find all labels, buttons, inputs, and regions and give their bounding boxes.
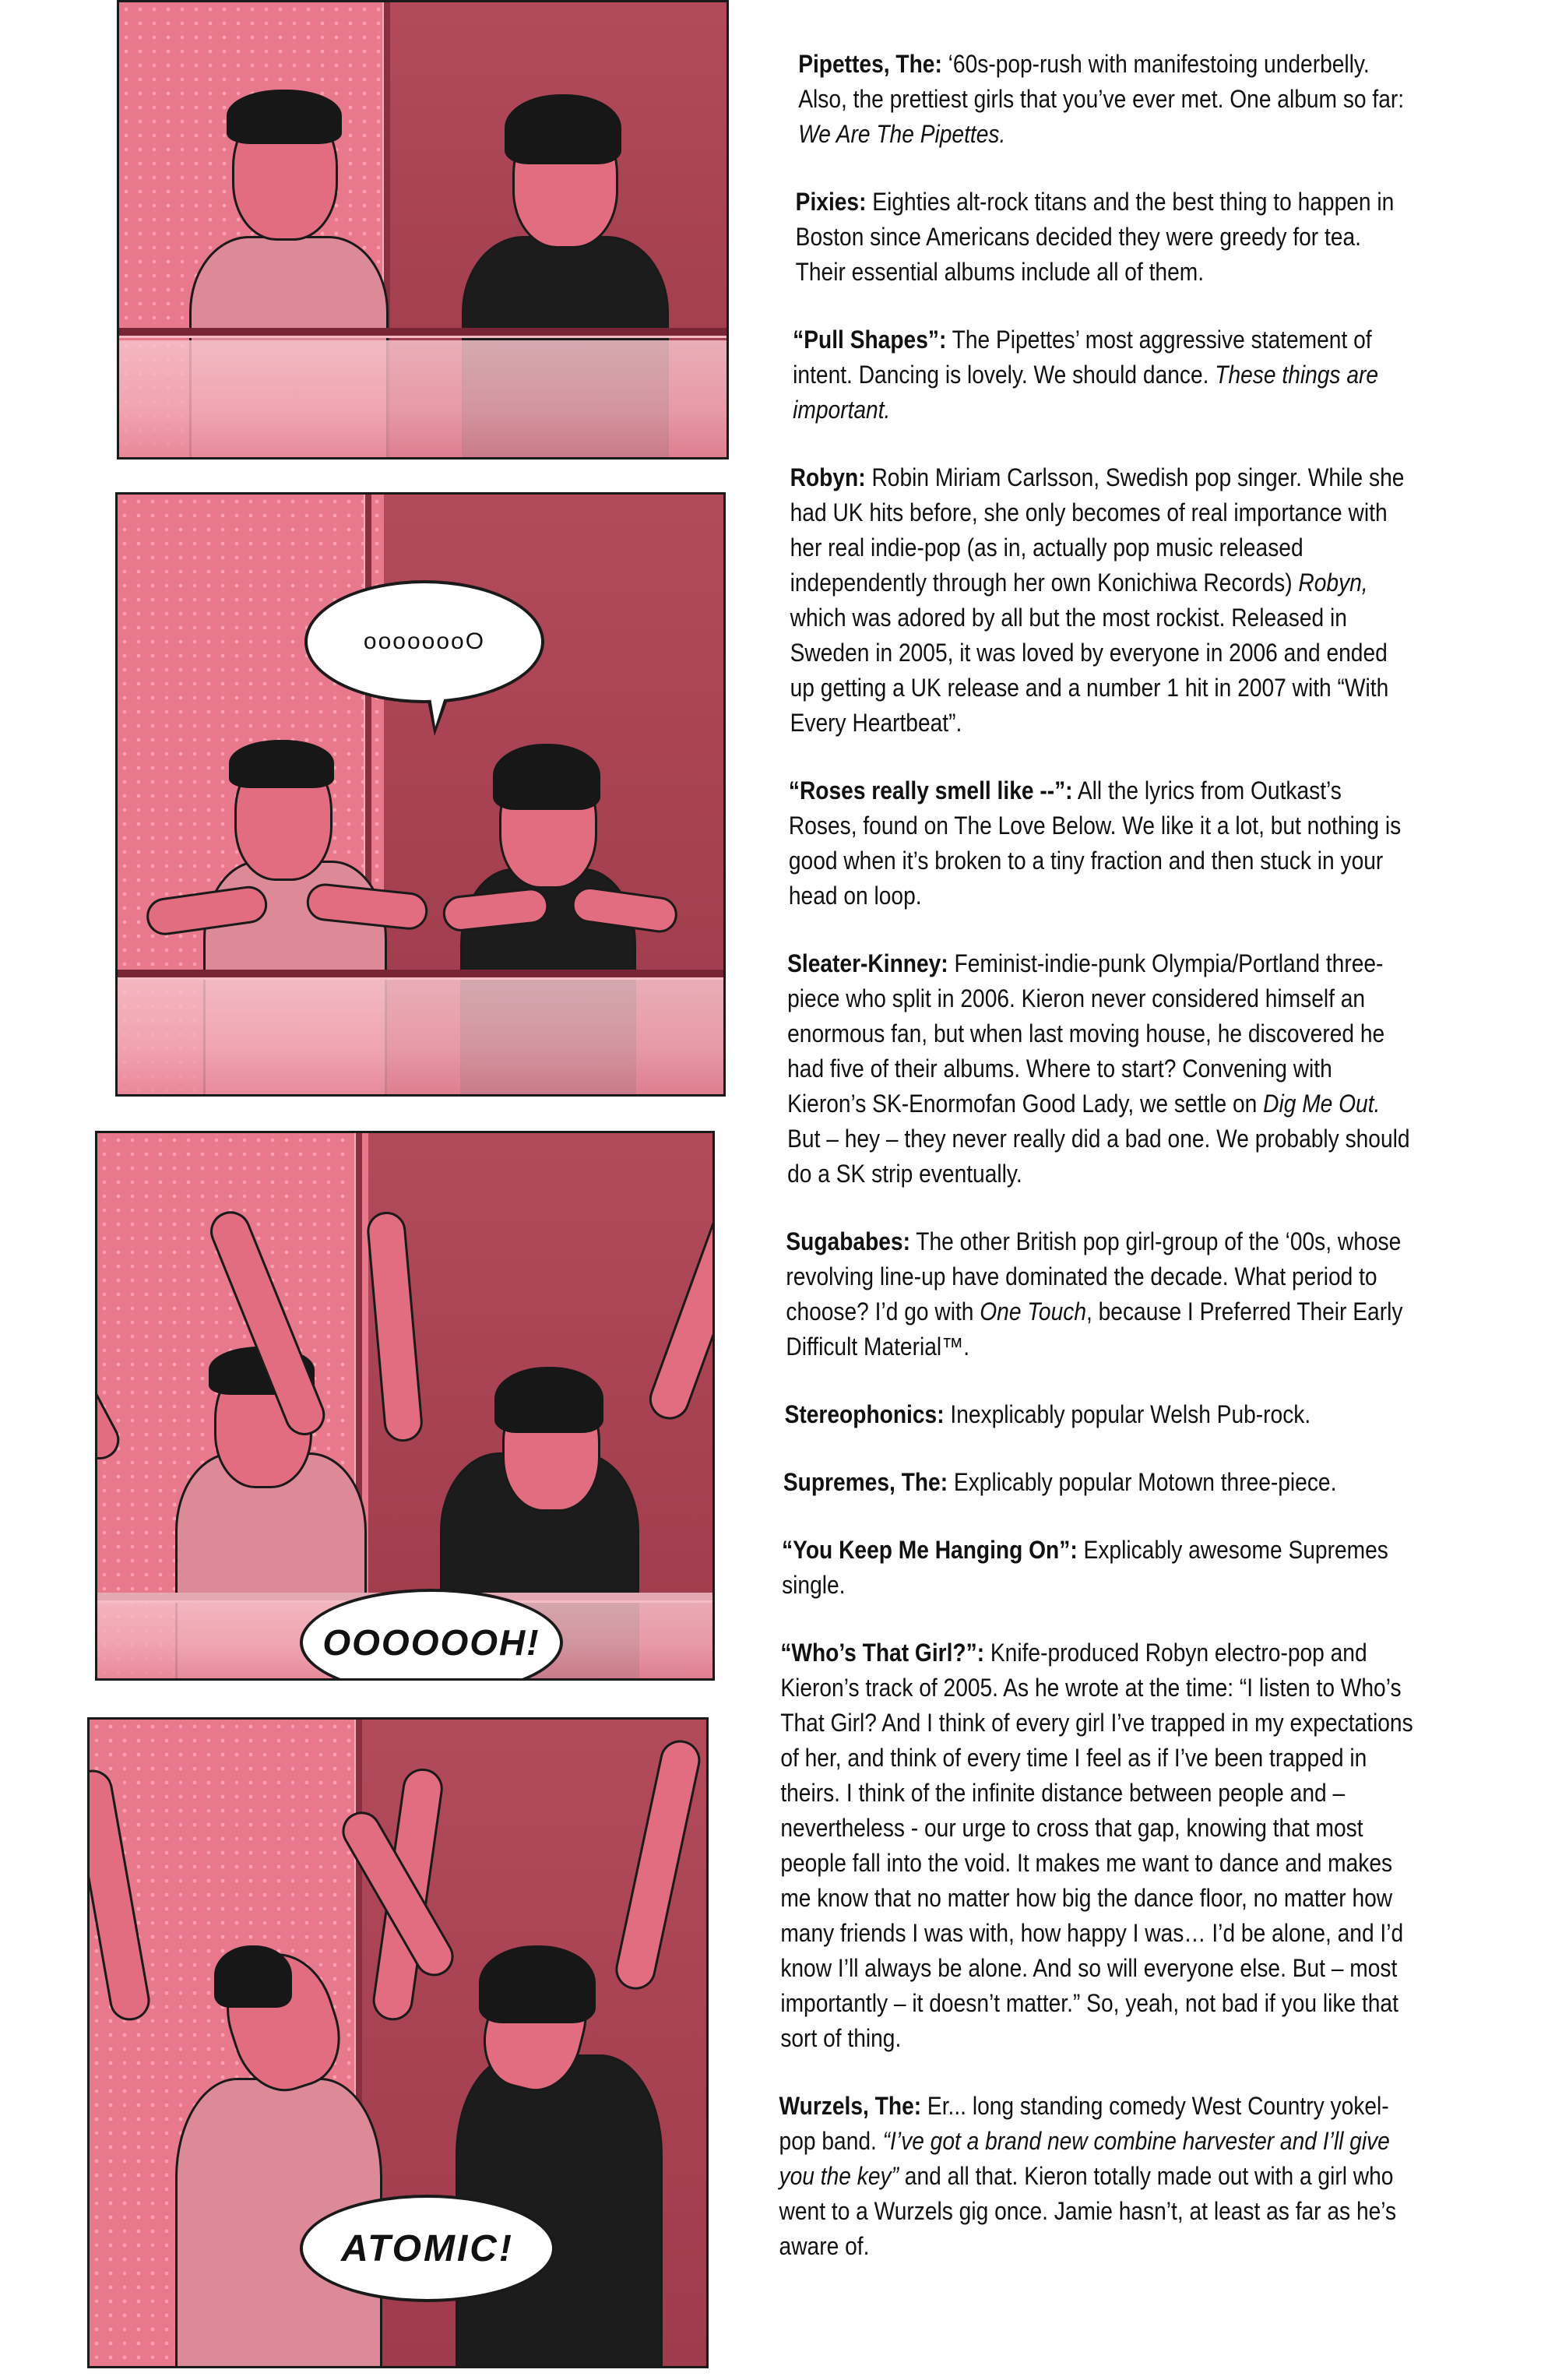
glossary-entry-pull-shapes [793,322,1415,428]
entry-text: which was adored by all but the most rockist. Released in Sweden in 2005, it was loved by everyone in 2006 and ended up getting a UK release and a number 1 hit in 2007 with “With Every Heartbeat”. [790,604,1389,737]
speech-bubble [304,580,544,703]
entry-term: “Pull Shapes”: [793,326,947,354]
entry-term: Wurzels, The: [779,2092,922,2120]
entry-italic: Robyn, [1298,569,1368,597]
entry-text: Inexplicably popular Welsh Pub-rock. [944,1400,1311,1428]
entry-text: Knife-produced Robyn electro-pop and Kieron’s track of 2005. As he wrote at the time: “I listen to Who’s That Girl? And I think of every girl I’ve trapped in my expectations of her, and think of every time I feel as if I’ve been trapped in theirs. I think of the infinite distance between people and – nevertheless - our urge to cross that gap, knowing that most people fall into the void. It makes me want to dance and makes me know that no matter how big the dance floor, no matter how many friends I was with, how happy I was… I’d be alone, and I’d know I’ll always be alone. And so will everyone else. But – most importantly – it doesn’t matter.” So, yeah, not bad if you like that sort of thing. [780,1639,1413,2052]
balcony-rail [119,328,727,336]
entry-term: Stereophonics: [784,1400,945,1428]
entry-italic: “I’ve got a brand new combine harvester and I’ll give you the key” [779,2127,1390,2190]
boy-hair [214,1945,292,2008]
entry-term: Sugababes: [786,1227,910,1255]
entry-text: All the lyrics from Outkast’s Roses, found on The Love Below. We like it a lot, but nothing is good when it’s broken to a tiny fraction and then stuck in your head on loop. [788,776,1402,910]
speech-text: ATOMIC! [341,2227,514,2269]
glossary-entry-pixies [796,185,1416,290]
boy-hair [227,90,342,144]
speech-text: OOOOOOH! [322,1622,540,1663]
boy-hair [229,740,334,788]
balcony-rail [118,970,723,977]
entry-text: Er... long standing comedy West Country yokel-pop band. [779,2092,1389,2155]
entry-text: Explicably awesome Supremes single. [782,1536,1388,1599]
entry-term: “Who’s That Girl?”: [780,1639,985,1667]
entry-text: Feminist-indie-punk Olympia/Portland three-piece who split in 2006. Kieron never considered himself an enormous fan, but when last moving house, he discovered he had five of their albums. Where to start? Convening with Kieron’s SK-Enormofan Good Lady, we settle on [787,949,1385,1118]
comic-panel-2 [115,492,726,1097]
balcony-glass [118,977,723,1094]
entry-text: and all that. Kieron totally made out with a girl who went to a Wurzels gig once. Jamie hasn’t, at least as far as he’s aware of. [779,2162,1397,2260]
comic-panel-4 [87,1717,709,2368]
entry-text: Eighties alt-rock titans and the best thing to happen in Boston since Americans decided they were greedy for tea. Their essential albums include all of them. [795,188,1395,286]
entry-term: “Roses really smell like --”: [788,776,1073,804]
entry-term: Pipettes, The: [798,50,942,78]
glossary-entry-sugababes [786,1224,1415,1364]
glossary-entry-supremes [783,1465,1415,1500]
glossary-entry-robyn [790,460,1416,741]
entry-term: Sleater-Kinney: [787,949,948,977]
entry-text: Explicably popular Motown three-piece. [948,1468,1337,1496]
entry-text: , because I Preferred Their Early Difficult Material™. [786,1297,1403,1361]
speech-text: oooooooO [363,628,486,654]
glossary-column [771,47,1415,2297]
entry-text: Robin Miriam Carlsson, Swedish pop singer. While she had UK hits before, she only becomes of real importance with her real indie-pop (as in, actually pop music released independently through her own Konichiwa Records) [790,463,1405,597]
entry-term: Supremes, The: [783,1468,948,1496]
glossary-entry-wurzels [779,2089,1416,2264]
entry-italic: We Are The Pipettes. [798,120,1006,148]
glossary-entry-stereophonics [785,1397,1416,1432]
girl-hair [479,1945,596,2023]
girl-hair [494,1367,603,1433]
comic-panel-1 [117,0,729,459]
entry-text: ‘60s-pop-rush with manifestoing underbelly. Also, the prettiest girls that you’ve ever met. One album so far: [798,50,1405,113]
speech-bubble-tail-fill [429,688,448,727]
entry-text: But – hey – they never really did a bad one. We probably should do a SK strip eventually. [787,1125,1410,1188]
entry-term: Pixies: [795,188,867,216]
girl-hair [493,744,600,810]
entry-italic: One Touch [980,1297,1086,1326]
balcony-glass [119,340,727,457]
speech-bubble [300,2195,555,2302]
girl-hair [505,94,621,164]
entry-text: The Pipettes’ most aggressive statement of intent. Dancing is lovely. We should dance. [793,326,1372,389]
entry-term: Robyn: [790,463,866,491]
entry-italic: These things are important. [793,361,1379,424]
glossary-entry-keep-hanging [782,1533,1415,1603]
entry-text: The other British pop girl-group of the ‘00s, whose revolving line-up have dominated the decade. What period to choose? I’d go with [786,1227,1402,1326]
entry-italic: Dig Me Out. [1263,1090,1381,1118]
glossary-entry-pipettes [798,47,1415,152]
entry-term: “You Keep Me Hanging On”: [782,1536,1078,1564]
glossary-entry-whos-that-girl [780,1635,1415,2056]
glossary-entry-sleater-kinney [787,946,1415,1192]
glossary-entry-roses [789,773,1415,914]
comic-panel-3 [95,1131,715,1681]
